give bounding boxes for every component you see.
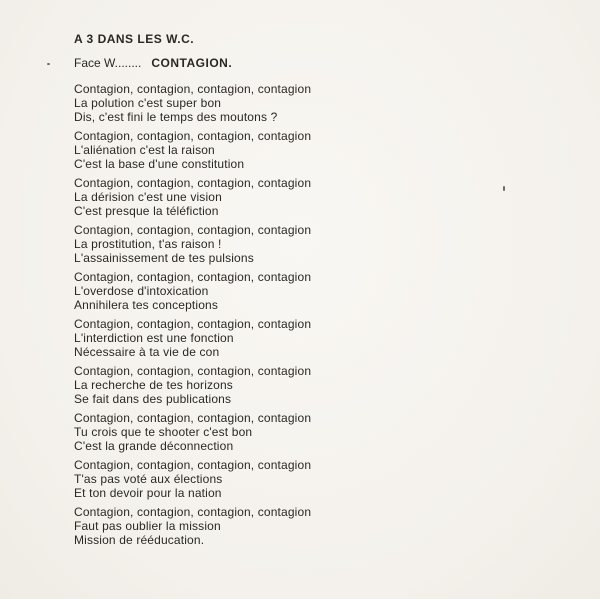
verse-line: Nécessaire à ta vie de con <box>74 345 220 359</box>
verse <box>74 270 544 312</box>
verse-line: T'as pas voté aux élections <box>74 472 223 486</box>
verse-line: Contagion, contagion, contagion, contagion <box>74 270 312 284</box>
face-label: Face W........ <box>74 56 142 70</box>
verse-line: Contagion, contagion, contagion, contagion <box>74 176 312 190</box>
song-title: CONTAGION. <box>151 56 233 70</box>
verse-line: La dérision c'est une vision <box>74 190 222 204</box>
verse-line: Contagion, contagion, contagion, contagion <box>74 129 312 143</box>
verse-line: Contagion, contagion, contagion, contagion <box>74 364 312 378</box>
verse-line: Contagion, contagion, contagion, contagion <box>74 505 312 519</box>
verse-line: Et ton devoir pour la nation <box>74 486 222 500</box>
verse-line: L'overdose d'intoxication <box>74 284 209 298</box>
paper-speck <box>47 63 50 65</box>
verse <box>74 364 544 406</box>
verse-line: Annihilera tes conceptions <box>74 298 218 312</box>
lyrics-block <box>74 32 544 552</box>
face-line <box>74 56 544 70</box>
verse-line: Contagion, contagion, contagion, contagion <box>74 317 312 331</box>
verse <box>74 176 544 218</box>
verse <box>74 82 544 124</box>
verse-line: L'interdiction est une fonction <box>74 331 234 345</box>
verse-line: Contagion, contagion, contagion, contagion <box>74 458 312 472</box>
verse <box>74 223 544 265</box>
verse-line: Mission de rééducation. <box>74 533 205 547</box>
verse <box>74 129 544 171</box>
verse-line: La polution c'est super bon <box>74 96 222 110</box>
verse-line: L'assainissement de tes pulsions <box>74 251 254 265</box>
verses-list <box>74 82 544 547</box>
verse-line: C'est presque la téléfiction <box>74 204 219 218</box>
verse-line: C'est la base d'une constitution <box>74 157 245 171</box>
verse-line: La recherche de tes horizons <box>74 378 233 392</box>
verse <box>74 505 544 547</box>
verse <box>74 411 544 453</box>
verse-line: L'aliénation c'est la raison <box>74 143 215 157</box>
verse-line: La prostitution, t'as raison ! <box>74 237 222 251</box>
verse <box>74 317 544 359</box>
verse-line: Se fait dans des publications <box>74 392 232 406</box>
sheet-title: A 3 DANS LES W.C. <box>74 32 195 46</box>
verse-line: Faut pas oublier la mission <box>74 519 221 533</box>
verse-line: Contagion, contagion, contagion, contagion <box>74 223 312 237</box>
verse-line: Tu crois que te shooter c'est bon <box>74 425 253 439</box>
verse-line: Contagion, contagion, contagion, contagion <box>74 82 312 96</box>
verse-line: C'est la grande déconnection <box>74 439 234 453</box>
verse <box>74 458 544 500</box>
verse-line: Contagion, contagion, contagion, contagion <box>74 411 312 425</box>
verse-line: Dis, c'est fini le temps des moutons ? <box>74 110 278 124</box>
